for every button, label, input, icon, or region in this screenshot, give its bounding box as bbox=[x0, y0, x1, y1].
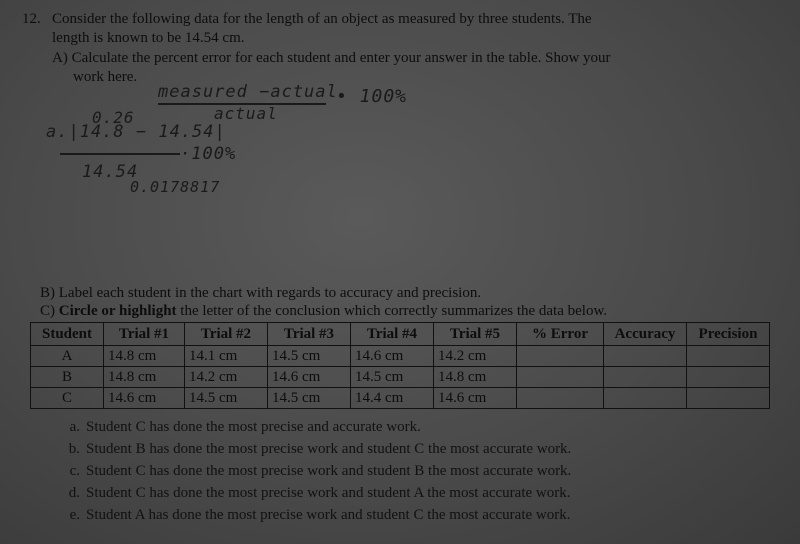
part-b: B) Label each student in the chart with regards to accuracy and precision. bbox=[40, 285, 482, 301]
trial-cell: 14.5 cm bbox=[351, 367, 434, 388]
trial-cell: 14.6 cm bbox=[434, 388, 517, 409]
calc-times: ·100% bbox=[180, 144, 237, 164]
student-label: C bbox=[31, 388, 104, 409]
question-intro-line2: length is known to be 14.54 cm. bbox=[52, 30, 245, 46]
part-c-bold: Circle or highlight bbox=[58, 303, 177, 319]
formula-denominator: actual bbox=[214, 104, 278, 123]
accuracy-cell[interactable] bbox=[604, 388, 687, 409]
part-c bbox=[40, 302, 607, 320]
choice-letter: a. bbox=[69, 419, 80, 435]
header-trial-3: Trial #3 bbox=[268, 323, 351, 346]
choice-b[interactable] bbox=[54, 438, 571, 460]
header-student: Student bbox=[31, 323, 104, 346]
part-a-line1: A) Calculate the percent error for each student and enter your answer in the table. Show your bbox=[52, 50, 611, 66]
header-precision: Precision bbox=[687, 323, 770, 346]
accuracy-cell[interactable] bbox=[604, 367, 687, 388]
choice-text: Student C has done the most precise work and student B the most accurate work. bbox=[86, 463, 572, 479]
accuracy-cell[interactable] bbox=[604, 346, 687, 367]
calc-result: 0.0178817 bbox=[130, 178, 221, 196]
formula-numerator: measured −actual bbox=[158, 82, 338, 102]
student-label: B bbox=[31, 367, 104, 388]
header-trial-4: Trial #4 bbox=[351, 323, 434, 346]
precision-cell[interactable] bbox=[687, 367, 770, 388]
answer-choices bbox=[54, 416, 571, 526]
trial-cell: 14.5 cm bbox=[268, 346, 351, 367]
part-a-line2: work here. bbox=[73, 69, 138, 85]
question-number: 12. bbox=[22, 11, 41, 27]
trial-cell: 14.5 cm bbox=[185, 388, 268, 409]
table-row bbox=[31, 367, 770, 388]
trial-cell: 14.4 cm bbox=[351, 388, 434, 409]
percent-error-cell[interactable] bbox=[517, 346, 604, 367]
header-trial-1: Trial #1 bbox=[104, 323, 185, 346]
trial-cell: 14.1 cm bbox=[185, 346, 268, 367]
choice-a[interactable] bbox=[54, 416, 571, 438]
trial-cell: 14.2 cm bbox=[185, 367, 268, 388]
trial-cell: 14.8 cm bbox=[104, 367, 185, 388]
formula-times: • 100% bbox=[336, 86, 408, 107]
percent-error-cell[interactable] bbox=[517, 388, 604, 409]
table-row bbox=[31, 346, 770, 367]
calc-fraction-bar bbox=[60, 153, 180, 155]
part-c-rest: the letter of the conclusion which correctly summarizes the data below. bbox=[176, 303, 608, 319]
trial-cell: 14.6 cm bbox=[268, 367, 351, 388]
choice-text: Student C has done the most precise work and student A the most accurate work. bbox=[86, 485, 571, 501]
header-percent-error: % Error bbox=[517, 323, 604, 346]
choice-letter: b. bbox=[68, 441, 80, 457]
table-row bbox=[31, 388, 770, 409]
calc-numerator: a.|14.8 − 14.54| bbox=[46, 122, 226, 142]
calc-denominator: 14.54 bbox=[82, 162, 139, 182]
choice-letter: d. bbox=[68, 485, 80, 501]
table-header-row bbox=[31, 323, 770, 346]
trial-cell: 14.6 cm bbox=[104, 388, 185, 409]
trial-cell: 14.5 cm bbox=[268, 388, 351, 409]
choice-letter: e. bbox=[69, 507, 80, 523]
trial-cell: 14.8 cm bbox=[104, 346, 185, 367]
header-trial-5: Trial #5 bbox=[434, 323, 517, 346]
calc-top-note: 0.26 bbox=[92, 108, 135, 127]
header-trial-2: Trial #2 bbox=[185, 323, 268, 346]
question-intro-line1: Consider the following data for the length of an object as measured by three students. The bbox=[52, 11, 592, 27]
choice-d[interactable] bbox=[54, 482, 571, 504]
choice-e[interactable] bbox=[54, 504, 571, 526]
precision-cell[interactable] bbox=[687, 346, 770, 367]
choice-text: Student C has done the most precise and accurate work. bbox=[86, 419, 421, 435]
precision-cell[interactable] bbox=[687, 388, 770, 409]
choice-text: Student A has done the most precise work and student C the most accurate work. bbox=[86, 507, 571, 523]
trial-cell: 14.2 cm bbox=[434, 346, 517, 367]
header-accuracy: Accuracy bbox=[604, 323, 687, 346]
trial-cell: 14.6 cm bbox=[351, 346, 434, 367]
choice-letter: c. bbox=[69, 463, 80, 479]
trial-cell: 14.8 cm bbox=[434, 367, 517, 388]
measurement-table bbox=[30, 322, 770, 409]
choice-c[interactable] bbox=[54, 460, 571, 482]
student-label: A bbox=[31, 346, 104, 367]
choice-text: Student B has done the most precise work and student C the most accurate work. bbox=[86, 441, 572, 457]
percent-error-cell[interactable] bbox=[517, 367, 604, 388]
part-c-prefix: C) bbox=[40, 303, 59, 319]
